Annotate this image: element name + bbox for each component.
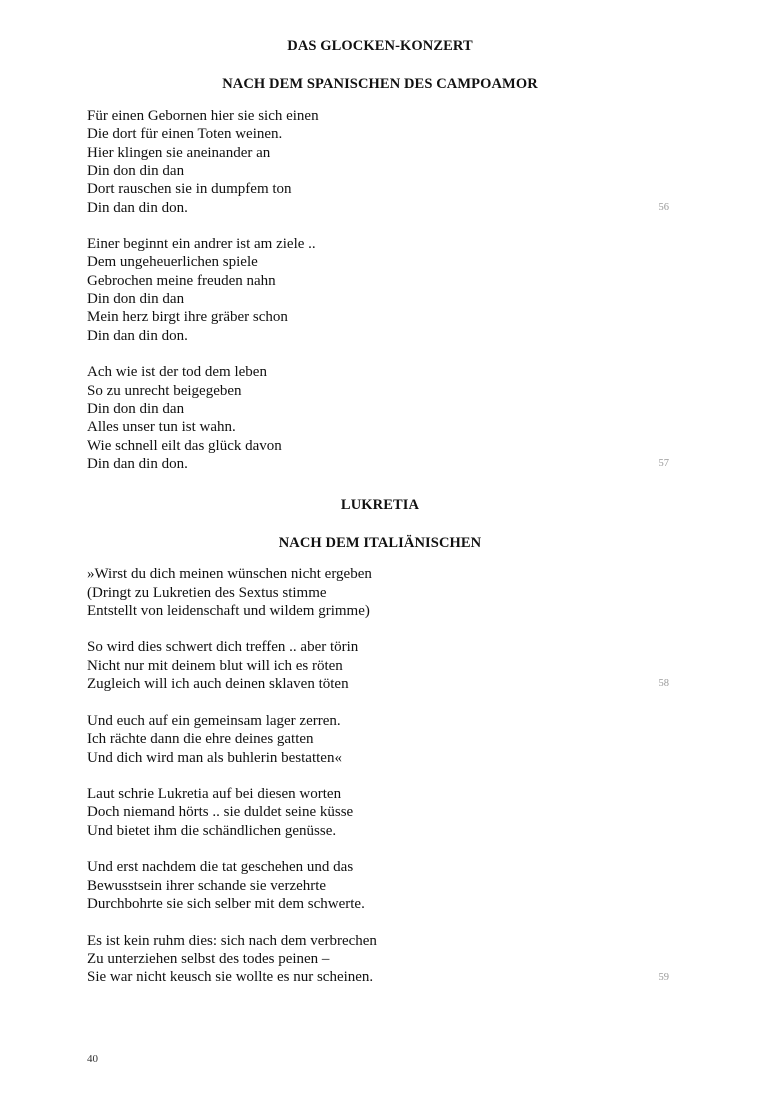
- verse-line: Bewusstsein ihrer schande sie verzehrte: [87, 878, 327, 894]
- verse-line: Dort rauschen sie in dumpfem ton: [87, 181, 292, 197]
- verse-line: Zugleich will ich auch deinen sklaven töten: [87, 676, 349, 692]
- verse-line: Din don din dan: [87, 163, 185, 179]
- verse-line: Hier klingen sie aneinander an: [87, 145, 271, 161]
- line-number: 59: [658, 972, 669, 983]
- verse-line: Nicht nur mit deinem blut will ich es röten: [87, 658, 343, 674]
- verse-line: Dem ungeheuerlichen spiele: [87, 254, 258, 270]
- line-number: 57: [658, 458, 669, 469]
- verse-line: Din dan din don.: [87, 456, 188, 472]
- poem-subtitle-italiaenisch: NACH DEM ITALIÄNISCHEN: [278, 535, 482, 551]
- verse-line: Es ist kein ruhm dies: sich nach dem verbrechen: [87, 933, 377, 949]
- verse-line: So zu unrecht beigegeben: [87, 383, 242, 399]
- verse-line: Din dan din don.: [87, 328, 188, 344]
- poem-subtitle-campoamor: NACH DEM SPANISCHEN DES CAMPOAMOR: [222, 76, 538, 92]
- verse-line: Alles unser tun ist wahn.: [87, 419, 236, 435]
- line-number: 58: [658, 678, 669, 689]
- verse-line: Ach wie ist der tod dem leben: [87, 364, 267, 380]
- verse-line: Zu unterziehen selbst des todes peinen –: [87, 951, 330, 967]
- verse-line: Und erst nachdem die tat geschehen und das: [87, 859, 354, 875]
- verse-line: Laut schrie Lukretia auf bei diesen worten: [87, 786, 342, 802]
- poem-title-lukretia: LUKRETIA: [340, 497, 420, 513]
- verse-line: Und euch auf ein gemeinsam lager zerren.: [87, 713, 341, 729]
- verse-line: Mein herz birgt ihre gräber schon: [87, 309, 288, 325]
- verse-line: Entstellt von leidenschaft und wildem grimme): [87, 603, 370, 619]
- verse-line: Für einen Gebornen hier sie sich einen: [87, 108, 319, 124]
- verse-line: Durchbohrte sie sich selber mit dem schwerte.: [87, 896, 365, 912]
- verse-line: Und dich wird man als buhlerin bestatten«: [87, 750, 342, 766]
- line-number: 56: [658, 202, 669, 213]
- poem-title-glocken-konzert: DAS GLOCKEN-KONZERT: [287, 38, 473, 54]
- verse-line: Wie schnell eilt das glück davon: [87, 438, 282, 454]
- verse-line: (Dringt zu Lukretien des Sextus stimme: [87, 585, 327, 601]
- verse-line: Und bietet ihm die schändlichen genüsse.: [87, 823, 337, 839]
- verse-line: Din dan din don.: [87, 200, 188, 216]
- verse-line: Die dort für einen Toten weinen.: [87, 126, 283, 142]
- verse-line: Einer beginnt ein andrer ist am ziele ..: [87, 236, 316, 252]
- verse-line: Sie war nicht keusch sie wollte es nur scheinen.: [87, 969, 374, 985]
- verse-line: Din don din dan: [87, 401, 185, 417]
- verse-line: Doch niemand hörts .. sie duldet seine küsse: [87, 804, 354, 820]
- page-number: 40: [87, 1053, 98, 1065]
- verse-line: »Wirst du dich meinen wünschen nicht ergeben: [87, 566, 372, 582]
- verse-line: Gebrochen meine freuden nahn: [87, 273, 276, 289]
- verse-line: Ich rächte dann die ehre deines gatten: [87, 731, 314, 747]
- verse-line: Din don din dan: [87, 291, 185, 307]
- verse-line: So wird dies schwert dich treffen .. aber törin: [87, 639, 359, 655]
